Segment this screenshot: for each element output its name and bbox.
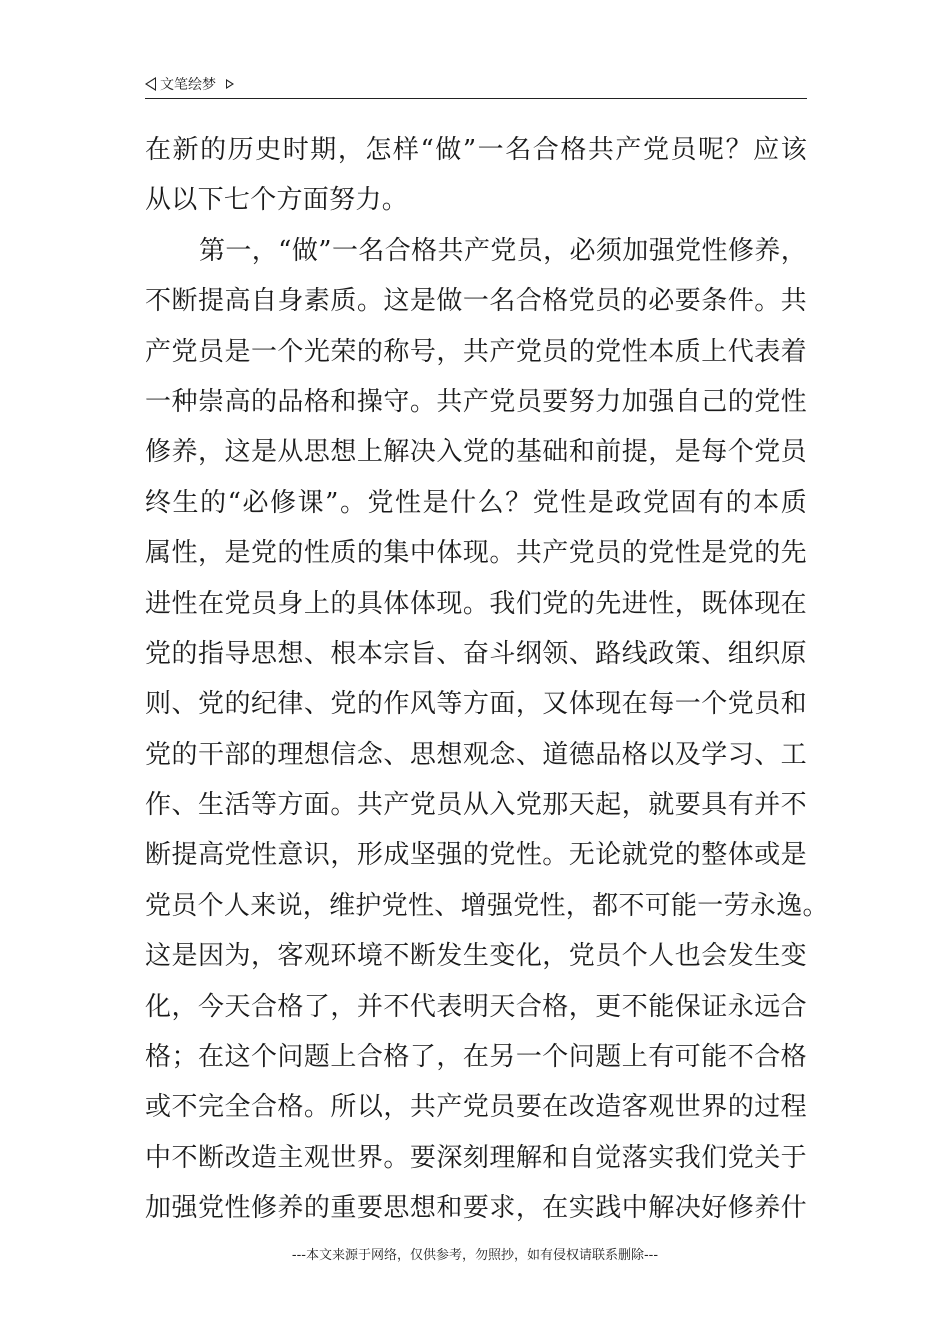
text-line: 不断提高自身素质。这是做一名合格党员的必要条件。共 (145, 286, 807, 317)
text-line: 作、生活等方面。共产党员从入党那天起，就要具有并不 (145, 790, 807, 821)
footer-notice: ---本文来源于网络，仅供参考，勿照抄，如有侵权请联系删除--- (291, 1248, 659, 1263)
text-line: 一种崇高的品格和操守。共产党员要努力加强自己的党性 (145, 386, 807, 417)
triangle-right-icon (226, 79, 234, 89)
text-line: 格；在这个问题上合格了，在另一个问题上有可能不合格 (145, 1042, 807, 1073)
text-line: 修养，这是从思想上解决入党的基础和前提，是每个党员 (145, 437, 807, 468)
text-line: 在新的历史时期，怎样“做”一名合格共产党员呢？应该 (145, 135, 807, 165)
text-line: 党的指导思想、根本宗旨、奋斗纲领、路线政策、组织原 (145, 638, 807, 669)
triangle-left-icon (145, 77, 156, 91)
text-line: 进性在党员身上的具体体现。我们党的先进性，既体现在 (145, 588, 807, 619)
text-line: 化，今天合格了，并不代表明天合格，更不能保证永远合 (145, 991, 807, 1022)
header-title-group (145, 74, 234, 94)
text-line: 属性，是党的性质的集中体现。共产党员的党性是党的先 (145, 538, 807, 569)
header-title: 文笔绘梦 (160, 77, 216, 93)
text-line: 党员个人来说，维护党性、增强党性，都不可能一劳永逸。 (145, 890, 829, 921)
text-line: 终生的“必修课”。党性是什么？党性是政党固有的本质 (145, 487, 807, 518)
text-line: 产党员是一个光荣的称号，共产党员的党性本质上代表着 (145, 336, 807, 367)
text-line: 或不完全合格。所以，共产党员要在改造客观世界的过程 (145, 1092, 807, 1123)
text-line: 则、党的纪律、党的作风等方面，又体现在每一个党员和 (145, 689, 807, 720)
text-line: 这是因为，客观环境不断发生变化，党员个人也会发生变 (145, 941, 807, 972)
text-line: 断提高党性意识，形成坚强的党性。无论就党的整体或是 (145, 840, 807, 871)
text-line: 从以下七个方面努力。 (145, 185, 409, 216)
text-line: 加强党性修养的重要思想和要求，在实践中解决好修养什 (145, 1193, 807, 1224)
page-header (145, 72, 807, 99)
text-line: 党的干部的理想信念、思想观念、道德品格以及学习、工 (145, 739, 807, 770)
text-line: 中不断改造主观世界。要深刻理解和自觉落实我们党关于 (145, 1142, 807, 1173)
text-line: 第一，“做”一名合格共产党员，必须加强党性修养， (199, 235, 807, 266)
document-body (145, 125, 829, 1234)
